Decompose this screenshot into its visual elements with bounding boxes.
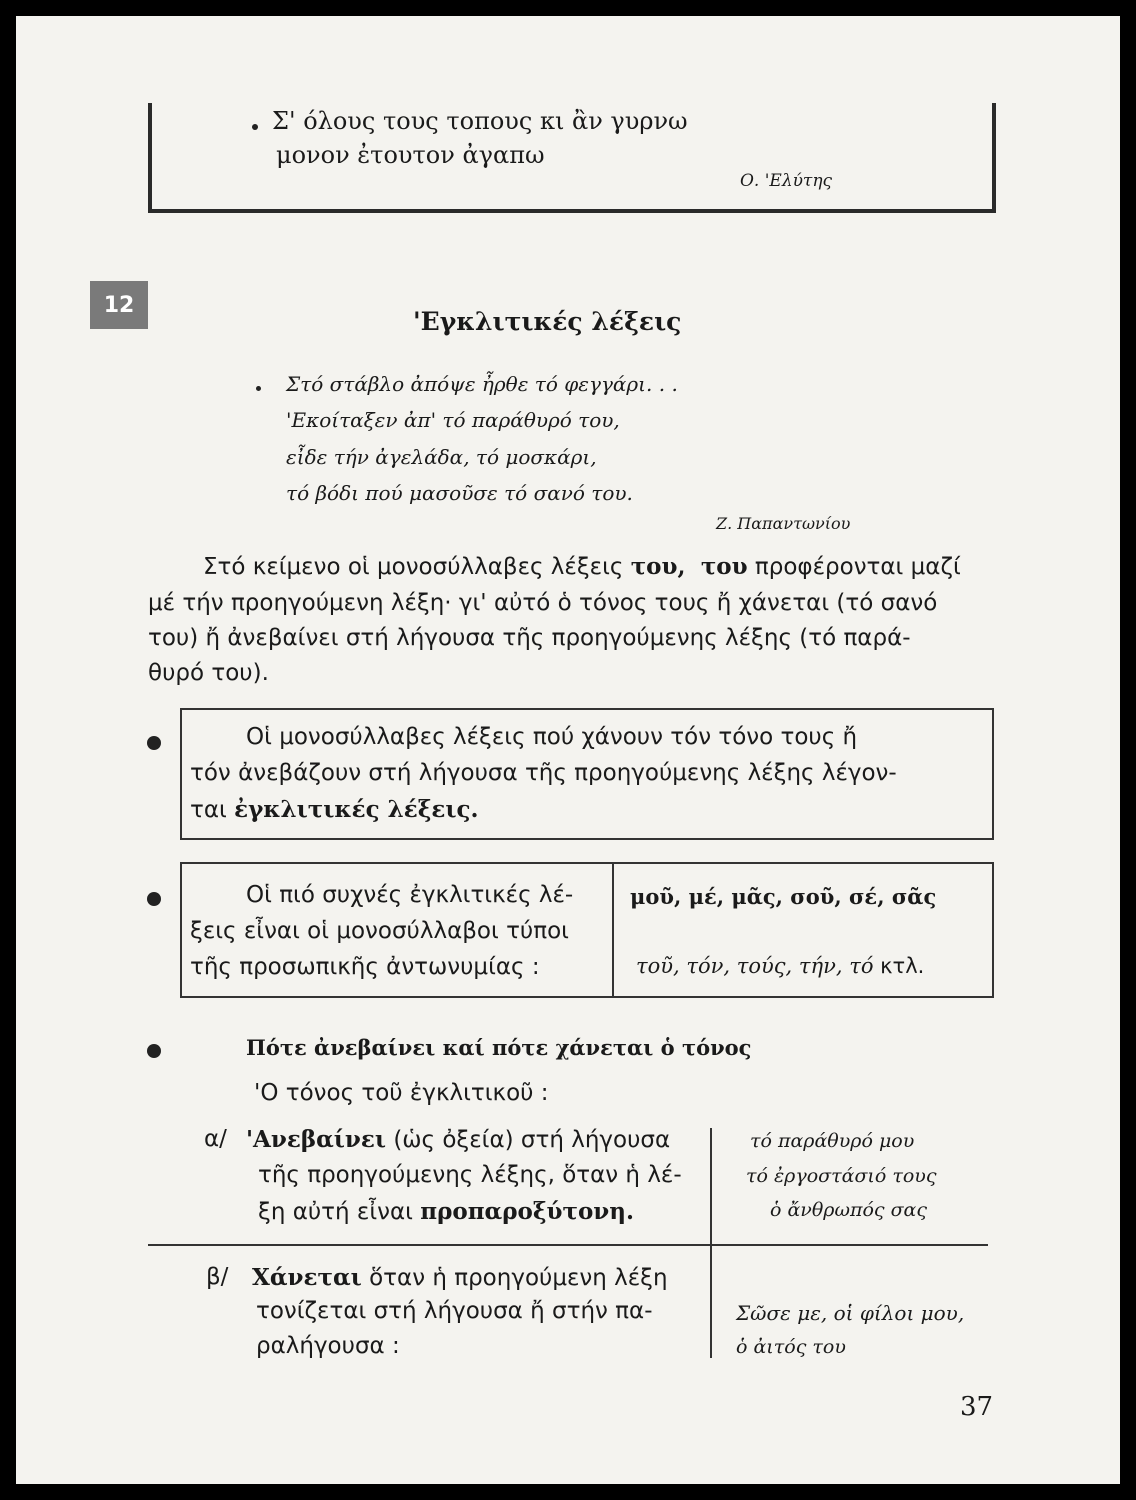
case-a-example: τό ἐργοστάσιό τους [746, 1165, 937, 1187]
case-b-line [252, 1264, 668, 1291]
rule-line: τόν ἀνεβάζουν στή λήγουσα τῆς προηγούμενης λέξης λέγον- [190, 760, 897, 786]
case-b-text: ὅταν ἡ προηγούμενη λέξη [369, 1265, 668, 1291]
epigraph-line: μονον ἐτουτον ἀγαπω [276, 141, 545, 169]
accent-intro: 'Ο τόνος τοῦ ἐγκλιτικοῦ : [254, 1080, 549, 1106]
poem-line: τό βόδι πού μασοῦσε τό σανό του. [286, 481, 633, 505]
epigraph-author: Ο. 'Ελύτης [740, 171, 833, 191]
bullet-icon [147, 736, 161, 750]
case-a-term: προπαροξύτονη. [420, 1198, 634, 1225]
intro-paragraph-line: μέ τήν προηγούμενη λέξη· γι' αὐτό ὁ τόνος τους ἤ χάνεται (τό σανό [148, 590, 938, 616]
intro-bold-word: του, [630, 553, 686, 580]
case-a-label: α/ [204, 1126, 227, 1152]
case-table-divider [710, 1128, 712, 1358]
case-a-text: ξη αὐτή εἶναι [258, 1199, 413, 1225]
page-number: 37 [960, 1392, 994, 1422]
rule-term: ἐγκλιτικές λέξεις. [234, 796, 479, 823]
bullet-icon [252, 124, 258, 130]
case-b-line: ραλήγουσα : [256, 1333, 400, 1359]
rule-line: Οἱ μονοσύλλαβες λέξεις πού χάνουν τόν τόνο τους ἤ [246, 724, 858, 750]
bullet-icon [147, 1044, 161, 1058]
intro-text: Στό κείμενο οἱ μονοσύλλαβες λέξεις [203, 554, 624, 580]
poem-author: Ζ. Παπαντωνίου [716, 514, 851, 533]
rule-line [190, 796, 478, 823]
enclitic-forms-italic: τοῦ, τόν, τούς, τήν, τό [636, 954, 874, 978]
case-b-line: τονίζεται στή λήγουσα ἤ στήν πα- [256, 1298, 653, 1324]
case-b-term: Χάνεται [252, 1264, 362, 1291]
intro-text: προφέρονται μαζί [754, 554, 961, 580]
case-b-label: β/ [206, 1264, 229, 1290]
intro-paragraph-line: θυρό του). [148, 660, 269, 686]
enclitics-text-line: Οἱ πιό συχνές ἐγκλιτικές λέ- [246, 882, 574, 908]
bullet-icon [147, 892, 161, 906]
enclitic-forms-bold: μοῦ, μέ, μᾶς, σοῦ, σέ, σᾶς [630, 884, 937, 909]
case-table-rule [148, 1244, 988, 1246]
rule-text: ται [190, 797, 227, 823]
case-b-example: Σῶσε με, οἱ φίλοι μου, [736, 1301, 965, 1325]
case-a-example: ὁ ἄνθρωπός σας [770, 1199, 928, 1221]
case-a-example: τό παράθυρό μου [750, 1130, 915, 1152]
intro-bold-word: του [700, 553, 748, 580]
case-a-text: (ὡς ὀξεία) στή λήγουσα [393, 1127, 671, 1153]
case-b-example: ὁ ἀιτός του [736, 1336, 846, 1358]
etc-text: κτλ. [880, 954, 925, 978]
case-a-line [246, 1126, 670, 1153]
poem-line: Στό στάβλο ἀπόψε ἦρθε τό φεγγάρι. . . [286, 372, 678, 396]
enclitics-text-line: ξεις εἶναι οἱ μονοσύλλαβοι τύποι [190, 918, 569, 944]
epigraph-line: Σ' όλους τους τοπους κι ἂν γυρνω [272, 107, 688, 135]
intro-paragraph-line: του) ἤ ἀνεβαίνει στή λήγουσα τῆς προηγούμενης λέξης (τό παρά- [148, 625, 911, 651]
intro-paragraph-line [203, 553, 961, 580]
case-a-line: τῆς προηγούμενης λέξης, ὅταν ἡ λέ- [258, 1162, 682, 1188]
enclitic-forms-italic-line [636, 954, 924, 978]
poem-line: 'Εκοίταξεν ἀπ' τό παράθυρό του, [286, 408, 620, 432]
poem-line: εἶδε τήν ἀγελάδα, τό μοσκάρι, [286, 445, 597, 469]
bullet-icon [256, 386, 261, 391]
case-a-term: 'Ανεβαίνει [246, 1126, 386, 1153]
table-divider [612, 862, 614, 996]
case-a-line [258, 1198, 634, 1225]
chapter-number-badge: 12 [90, 281, 148, 329]
enclitics-text-line: τῆς προσωπικῆς ἀντωνυμίας : [190, 954, 540, 980]
when-heading: Πότε ἀνεβαίνει καί πότε χάνεται ὁ τόνος [246, 1035, 752, 1060]
section-title: 'Εγκλιτικές λέξεις [413, 307, 682, 336]
